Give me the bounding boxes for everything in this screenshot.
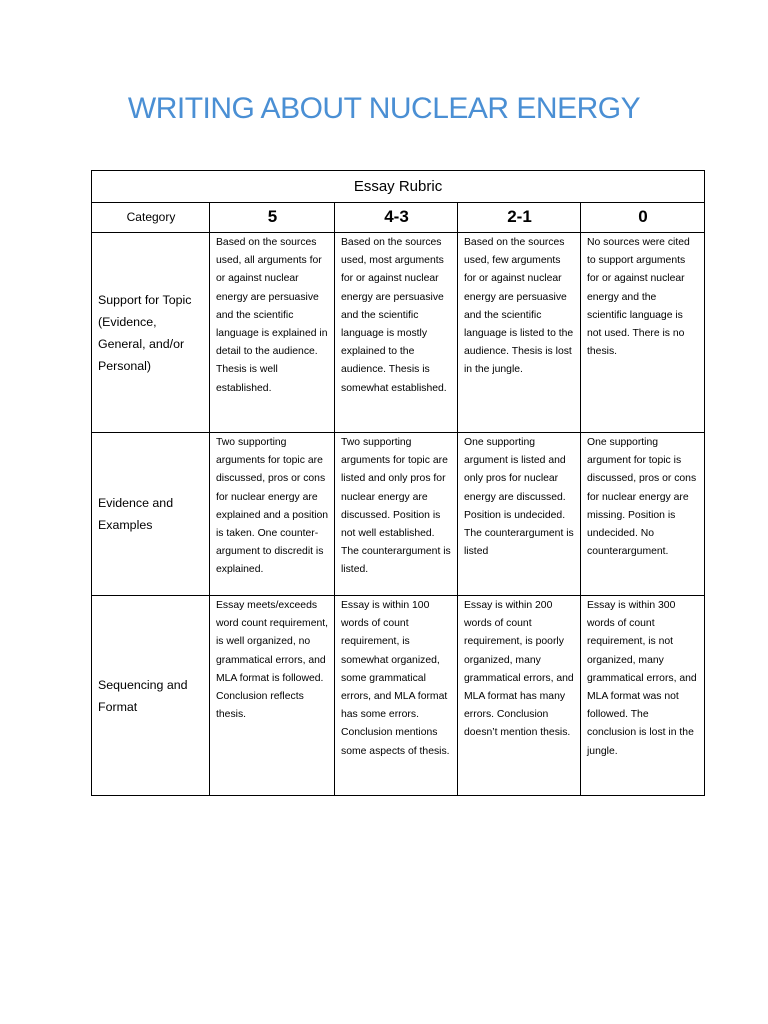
rubric-cell: Based on the sources used, most arguments for or against nuclear energy are persuasive and the scientific language is mostly explained to the audience. Thesis is somewhat established.: [335, 233, 458, 433]
header-score-0: 0: [581, 203, 705, 233]
header-score-2-1: 2-1: [458, 203, 581, 233]
rubric-cell: No sources were cited to support arguments for or against nuclear energy and the scientific language is not used. There is no thesis.: [581, 233, 705, 433]
document-title: WRITING ABOUT NUCLEAR ENERGY: [127, 92, 641, 125]
rubric-cell: One supporting argument is listed and only pros for nuclear energy are discussed. Position is undecided. The counterargument is listed: [458, 433, 581, 596]
table-row: [92, 596, 705, 796]
rubric-cell: Essay is within 300 words of count requirement, is not organized, many grammatical errors, and MLA format was not followed. The conclusion is lost in the jungle.: [581, 596, 705, 796]
rubric-cell: Based on the sources used, all arguments for or against nuclear energy are persuasive and the scientific language is explained in detail to the audience. Thesis is well established.: [210, 233, 335, 433]
header-category: Category: [92, 203, 210, 233]
rubric-caption-row: [92, 171, 705, 203]
row-category-label: Support for Topic (Evidence, General, and/or Personal): [92, 233, 210, 433]
rubric-cell: Essay is within 100 words of count requirement, is somewhat organized, some grammatical errors, and MLA format has some errors. Conclusion mentions some aspects of thesis.: [335, 596, 458, 796]
rubric-cell: One supporting argument for topic is discussed, pros or cons for nuclear energy are missing. Position is undecided. No counterargument.: [581, 433, 705, 596]
rubric-cell: Based on the sources used, few arguments for or against nuclear energy are persuasive and the scientific language is listed to the audience. Thesis is lost in the jungle.: [458, 233, 581, 433]
rubric-cell: Two supporting arguments for topic are discussed, pros or cons for nuclear energy are explained and a position is taken. One counter-argument to discredit is explained.: [210, 433, 335, 596]
row-category-label: Sequencing and Format: [92, 596, 210, 796]
rubric-cell: Essay meets/exceeds word count requirement, is well organized, no grammatical errors, and MLA format is followed. Conclusion reflects thesis.: [210, 596, 335, 796]
header-score-4-3: 4-3: [335, 203, 458, 233]
rubric-cell: Two supporting arguments for topic are listed and only pros for nuclear energy are discussed. Position is not well established. The counterargument is listed.: [335, 433, 458, 596]
header-score-5: 5: [210, 203, 335, 233]
table-row: [92, 233, 705, 433]
rubric-header-row: [92, 203, 705, 233]
rubric-cell: Essay is within 200 words of count requirement, is poorly organized, many grammatical errors, and MLA format has many errors. Conclusion doesn’t mention thesis.: [458, 596, 581, 796]
rubric-caption: Essay Rubric: [92, 171, 705, 203]
essay-rubric-table: [91, 170, 705, 796]
table-row: [92, 433, 705, 596]
row-category-label: Evidence and Examples: [92, 433, 210, 596]
